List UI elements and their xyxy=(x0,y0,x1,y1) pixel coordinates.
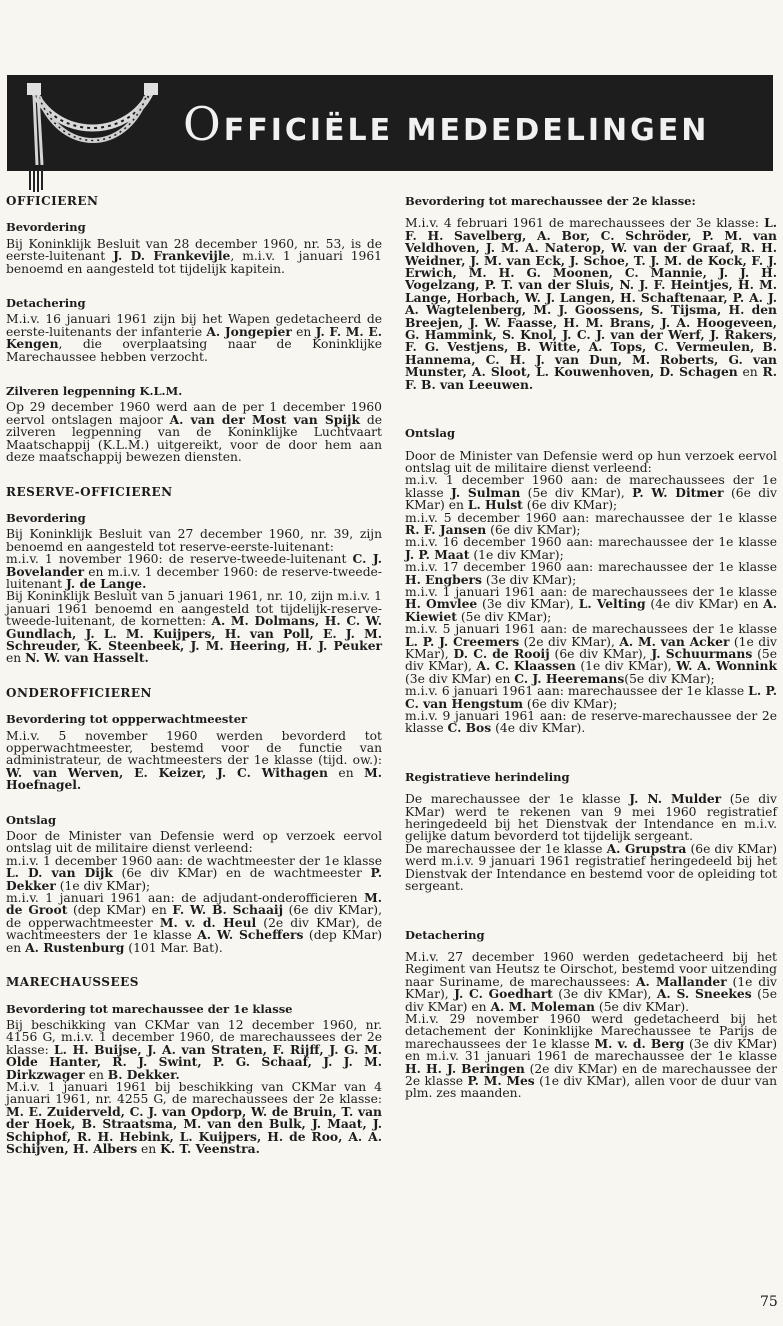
paragraph: m.i.v. 5 januari 1961 aan: de marechaussees der 1e klasse L. P. J. Creemers (2e div KMar), A. M. van Acker (1e div KMar), D. C. de Rooij (6e div KMar), J. Schuurmans (5e div KMar), A. C. Klaassen (1e div KMar), W. A. Wonnink (3e div KMar) en C. J. Heeremans(5e div KMar); xyxy=(405,622,778,686)
paragraph: Door de Minister van Defensie werd op hun verzoek eervol ontslag uit de militaire dienst verleend: xyxy=(405,448,777,475)
tassel-icon xyxy=(26,170,48,194)
paragraph: M.i.v. 16 januari 1961 zijn bij het Wapen gedetacheerd de eerste-luitenants der infanterie A. Jongepier en J. F. M. E. Kengen, die overplaatsing naar de Koninklijke Marechaussee hebben verzocht. xyxy=(6,312,383,364)
paragraph: M.i.v. 27 december 1960 werden gedetacheerd bij het Regiment van Heutsz te Oirschot, bestemd voor uitzending naar Suriname, de marechaussees: A. Mallander (1e div KMar), J. C. Goedhart (3e div KMar), A. S. Sneekes (5e div KMar) en A. M. Moleman (5e div KMar). xyxy=(405,949,777,1014)
paragraph: m.i.v. 1 december 1960 aan: de marechaussees der 1e klasse J. Sulman (5e div KMar), P. W. Ditmer (6e div KMar) en L. Hulst (6e div KMar); xyxy=(405,473,777,513)
subsection-title: Bevordering xyxy=(6,220,86,235)
paragraph: Bij Koninklijk Besluit van 28 december 1960, nr. 53, is de eerste-luitenant J. D. Frankevijle, m.i.v. 1 januari 1961 benoemd en aangesteld tot tijdelijk kapitein. xyxy=(6,236,382,276)
aiguillette-icon xyxy=(25,81,160,165)
subsection-title: Ontslag xyxy=(405,426,456,441)
paragraph: De marechaussee der 1e klasse A. Grupstra (6e div KMar) werd m.i.v. 9 januari 1961 registratief heringedeeld bij het Dienstvak der Intendance en bestemd voor de opleiding tot sergeant. xyxy=(405,840,777,894)
paragraph: M.i.v. 5 november 1960 werden bevorderd tot opperwachtmeester, bestemd voor de functie van administrateur, de wachtmeesters der 1e klasse (tijd. ow.): W. van Werven, E. Keizer, J. C. Withagen en M. Hoefnagel. xyxy=(6,728,382,793)
paragraph: m.i.v. 16 december 1960 aan: marechaussee der 1e klasse J. P. Maat (1e div KMar); xyxy=(405,535,777,562)
subsection-title: Registratieve herindeling xyxy=(405,769,570,784)
subsection-title: Zilveren legpenning K.L.M. xyxy=(6,384,183,399)
paragraph: m.i.v. 17 december 1960 aan: marechaussee der 1e klasse H. Engbers (3e div KMar); xyxy=(405,560,777,587)
left-column xyxy=(6,195,382,1163)
paragraph: m.i.v. 6 januari 1961 aan: marechaussee der 1e klasse L. P. C. van Hengstum (6e div KMar); xyxy=(405,683,777,711)
subsection-title: Detachering xyxy=(405,927,485,942)
paragraph: m.i.v. 1 januari 1961 aan: de adjudant-onderofficieren M. de Groot (dep KMar) en F. W. B. Schaaij (6e div KMar), de opperwachtmeester M. v. d. Heul (2e div KMar), de wachtmeesters der 1e klasse A. W. Scheffers (dep KMar) en A. Rustenburg (101 Mar. Bat). xyxy=(6,890,383,955)
paragraph: Bij beschikking van CKMar van 12 december 1960, nr. 4156 G, m.i.v. 1 december 1960, de marechaussees der 2e klasse: L. H. Buijse, J. A. van Straten, F. Rijff, J. G. M. Olde Hanter, R. J. Swint, P. G. Schaaf, J. J. M. Dirkzwager en B. Dekker. xyxy=(6,1017,382,1082)
paragraph: m.i.v. 9 januari 1961 aan: de reserve-marechaussee der 2e klasse C. Bos (4e div KMar). xyxy=(405,709,777,736)
paragraph: Op 29 december 1960 werd aan de per 1 december 1960 eervol ontslagen majoor A. van der Most van Spijk de zilveren legpenning van de Koninklijke Luchtvaart Maatschappij (K.L.M.) uitgereikt, voor de door hem aan deze maatschappij bewezen diensten. xyxy=(6,400,382,465)
page-number: 75 xyxy=(760,1294,778,1310)
subsection-title: Detachering xyxy=(6,296,86,311)
header-banner xyxy=(7,75,773,171)
paragraph: M.i.v. 1 januari 1961 bij beschikking van CKMar van 4 januari 1961, nr. 4255 G, de marechaussees der 2e klasse: M. E. Zuiderveld, C. J. van Opdorp, W. de Bruin, T. van der Hoek, B. Straatsma, M. van den Bulk, J. Maat, J. Schiphof, R. H. Hebink, L. Kuijpers, H. de Roo, A. A. Schijven, H. Albers en K. T. Veenstra. xyxy=(6,1079,382,1156)
subsection-title: Bevordering xyxy=(6,510,86,525)
subsection-title: Bevordering tot marechaussee der 1e klasse xyxy=(6,1001,293,1016)
right-column xyxy=(405,195,777,1108)
paragraph: m.i.v. 1 november 1960: de reserve-tweede-luitenant C. J. Bovelander en m.i.v. 1 december 1960: de reserve-tweede-luitenant J. de Lange. xyxy=(6,551,382,591)
paragraph: m.i.v. 5 december 1960 aan: marechaussee der 1e klasse R. F. Jansen (6e div KMar); xyxy=(405,510,777,537)
section-title: RESERVE-OFFICIEREN xyxy=(6,484,173,499)
paragraph: m.i.v. 1 januari 1961 aan: de marechaussees der 1e klasse H. Omvlee (3e div KMar), L. Velting (4e div KMar) en A. Kiewiet (5e div KMar); xyxy=(405,584,777,624)
section-title: OFFICIEREN xyxy=(6,194,99,208)
paragraph: m.i.v. 1 december 1960 aan: de wachtmeester der 1e klasse L. D. van Dijk (6e div KMar) en de wachtmeester P. Dekker (1e div KMar); xyxy=(6,853,382,893)
section-title: ONDEROFFICIEREN xyxy=(6,685,152,700)
paragraph: M.i.v. 4 februari 1961 de marechaussees der 3e klasse: L. F. H. Savelberg, A. Bor, C. Schröder, P. M. van Veldhoven, J. M. A. Naterop, W. van der Graaf, R. H. Weidner, J. M. van Eck, J. Schoe, T. J. M. de Kock, F. J. Erwich, M. H. G. Moonen, C. Mannie, J. J. H. Vogelzang, P. T. van der Sluis, N. J. F. Heintjes, H. M. Lange, Horbach, W. J. Langen, H. Schaftenaar, P. A. J. A. Wagtelenberg, M. J. Goossens, S. Tijsma, H. den Breejen, J. W. Faasse, H. M. Brans, J. A. Hoogeveen, G. Hammink, S. Knol, J. C. J. van der Werf, J. Rakers, F. G. Vestjens, B. Witte, A. Tops, C. Vermeulen, B. Hannema, C. H. J. van Dun, M. Roberts, G. van Munster, A. Sloot, L. Kouwenhoven, D. Schagen en R. F. B. van Leeuwen. xyxy=(405,215,777,392)
page-title: OFFICIËLE MEDEDELINGEN xyxy=(183,97,710,151)
paragraph: Bij Koninklijk Besluit van 27 december 1960, nr. 39, zijn benoemd en aangesteld tot reserve-eerste-luitenant: xyxy=(6,527,382,554)
subsection-title: Bevordering tot oppperwachtmeester xyxy=(6,712,248,727)
paragraph: Bij Koninklijk Besluit van 5 januari 1961, nr. 10, zijn m.i.v. 1 januari 1961 benoemd en aangesteld tot tijdelijk-reserve-tweede-luitenant, de kornetten: A. M. Dolmans, H. C. W. Gundlach, J. L. M. Kuijpers, H. van Poll, E. J. M. Schreuder, K. Steenbeek, J. M. Heering, H. J. Peuker en N. W. van Hasselt. xyxy=(6,589,382,666)
section-title: MARECHAUSSEES xyxy=(6,975,139,990)
paragraph: Door de Minister van Defensie werd op verzoek eervol ontslag uit de militaire dienst verleend: xyxy=(6,829,382,856)
subsection-title: Bevordering tot marechaussee der 2e klasse: xyxy=(405,194,696,208)
paragraph: De marechaussee der 1e klasse J. N. Mulder (5e div KMar) werd te rekenen van 9 mei 1960 registratief heringedeeld bij het Dienstvak der Intendance en m.i.v. gelijke datum bevorderd tot tijdelijk sergeant. xyxy=(405,791,777,844)
subsection-title: Ontslag xyxy=(6,812,57,827)
paragraph: M.i.v. 29 november 1960 werd gedetacheerd bij het detachement der Koninklijke Marechaussee te Parijs de marechaussees der 1e klasse M. v. d. Berg (3e div KMar) en m.i.v. 31 januari 1961 de marechaussee der 1e klasse H. H. J. Beringen (2e div KMar) en de marechaussee der 2e klasse P. M. Mes (1e div KMar), allen voor de duur van plm. zes maanden. xyxy=(405,1011,777,1101)
